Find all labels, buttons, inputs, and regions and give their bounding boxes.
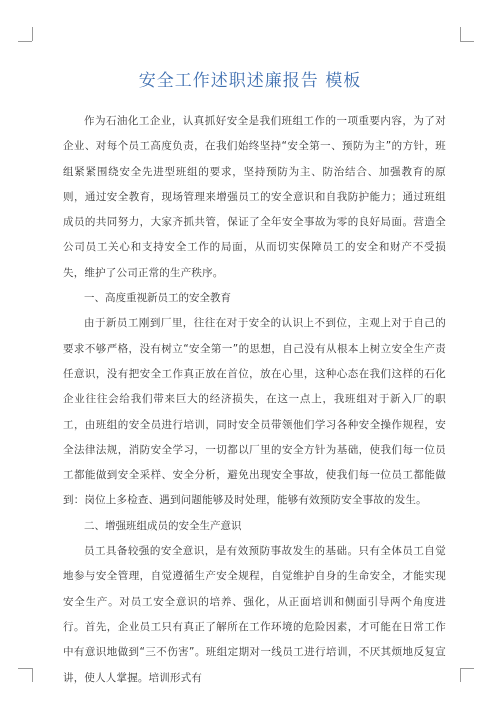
body-paragraph: 作为石油化工企业，认真抓好安全是我们班组工作的一项重要内容，为了对企业、对每个员工高度负责，在我们始终坚持“安全第一、预防为主”的方针，班组紧紧围绕安全先进型班组的要求，坚持预防为主、防治结合、加强教育的原则，通过安全教育，现场管理来增强员工的安全意识和自我防护能力；通过班组成员的共同努力，大家齐抓共管，保证了全年安全事故为零的良好局面。营造全公司员工关心和支持安全工作的局面，从而切实保障员工的安全和财产不受损失，维护了公司正常的生产秩序。 xyxy=(63,115,446,279)
section-heading: 一、高度重视新员工的安全教育 xyxy=(84,292,231,305)
document-title: 安全工作述职述廉报告 模板 xyxy=(138,71,362,91)
body-paragraph: 员工具备较强的安全意识，是有效预防事故发生的基础。只有全体员工自觉地参与安全管理，自觉遵循生产安全规程，自觉维护自身的生命安全，才能实现安全生产。对员工安全意识的培养、强化，从正面培训和侧面引导两个角度进行。首先，企业员工只有真正了解所在工作环境的危险因素，才可能在日常工作中有意识地做到“三不伤害”。班组定期对一线员工进行培训，不厌其烦地反复宣讲，使人人掌握。培训形式有 xyxy=(63,545,446,684)
body-paragraph: 由于新员工刚到厂里，往往在对于安全的认识上不到位，主观上对于自己的要求不够严格，没有树立“安全第一”的思想，自己没有从根本上树立安全生产责任意识，没有把安全工作真正放在首位，放在心里，这种心态在我们这样的石化企业往往会给我们带来巨大的经济损失，在这一点上，我班组对于新入厂的职工，由班组的安全员进行培训，同时安全员带领他们学习各种安全操作规程，安全法律法规，消防安全学习，一切都以厂里的安全方针为基础，使我们每一位员工都能做到安全采样、安全分析，避免出现安全事故，使我们每一位员工都能做到：岗位上多检查、遇到问题能够及时处理，能够有效预防安全事故的发生。 xyxy=(63,317,446,507)
document-body xyxy=(63,109,446,691)
section-heading: 二、增强班组成员的安全生产意识 xyxy=(84,519,242,532)
